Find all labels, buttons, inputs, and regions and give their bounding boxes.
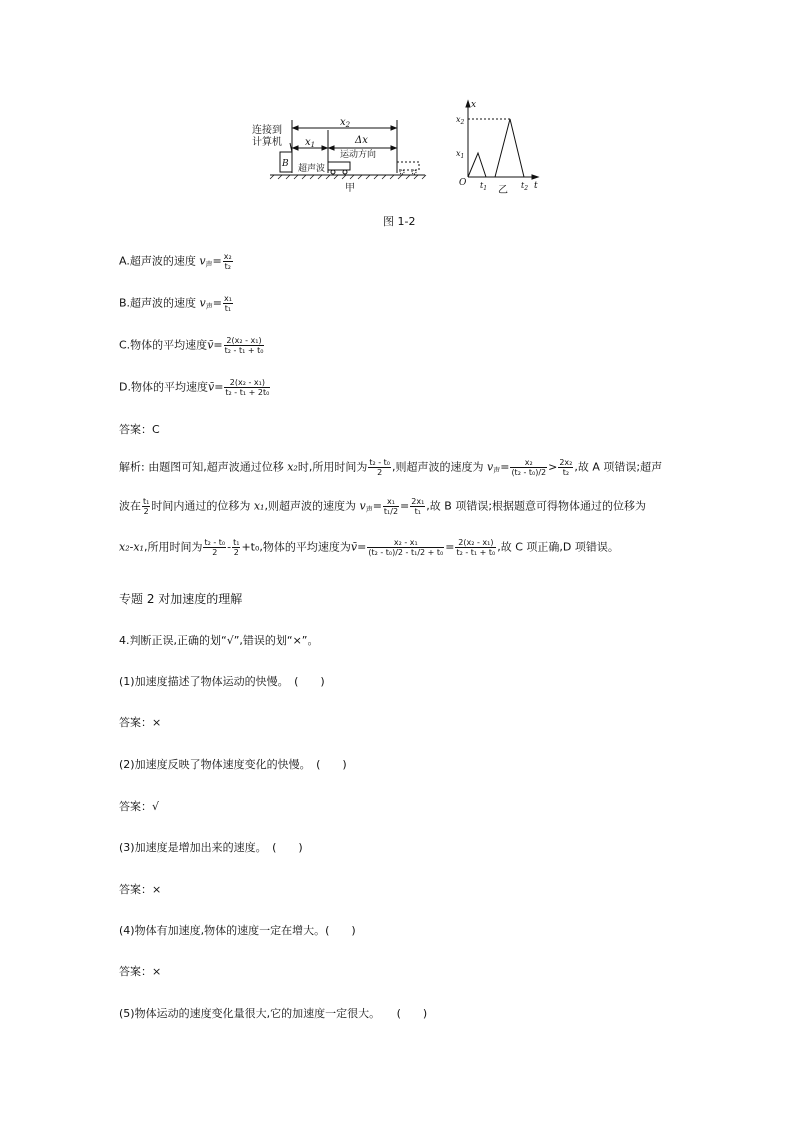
xt-graph <box>456 100 538 196</box>
option-a: A.超声波的速度 $v_声=$ $\frac{\text{x₂}}{\text{t₂}}$ <box>119 252 232 271</box>
item-4-answer: 答案：× <box>119 965 162 978</box>
svg-text:x1: $x_1$ <box>305 137 316 149</box>
svg-text:运动方向: 运动方向 <box>340 150 377 160</box>
item-5-question: (5)物体运动的速度变化量很大,它的加速度一定很大。 ( ) <box>119 1007 428 1020</box>
apparatus-diagram <box>252 117 426 194</box>
analysis-line-1: 解析: 由题图可知,超声波通过位移 x₂时,所用时间为 $\frac{\text{t₂ - t₀}}{2}$ ,则超声波的速度为 $v_声=$ $\frac{\text{x₂}}{\text{(t₂ - t₀)/2}}$ > $\frac{\text{2x₂}}{\text{t₂}}$ ,故 A 项错误;超声 <box>119 458 663 477</box>
item-2-answer: 答案：√ <box>119 800 160 813</box>
svg-text:x2: $x_2$ <box>456 115 465 126</box>
item-2-question: (2)加速度反映了物体速度变化的快慢。 ( ) <box>119 758 347 771</box>
connect-label-1: 连接到 <box>252 125 282 136</box>
caption-yi: 乙 <box>498 185 508 196</box>
label-b: B <box>282 159 289 169</box>
item-1-question: (1)加速度描述了物体运动的快慢。 ( ) <box>119 675 325 688</box>
svg-text:x2: $x_2$ <box>340 117 351 129</box>
option-b: B.超声波的速度 $v_声=$ $\frac{\text{x₁}}{\text{t₁}}$ <box>119 294 232 313</box>
item-3-answer: 答案：× <box>119 883 162 896</box>
svg-text:超声波: 超声波 <box>298 164 326 174</box>
item-4-question: (4)物体有加速度,物体的速度一定在增大。( ) <box>119 924 356 937</box>
svg-text:t: t <box>534 181 538 191</box>
question-4: 4.判断正误,正确的划“√”,错误的划“×”。 <box>119 634 319 647</box>
section-2-title: 专题 2 对加速度的理解 <box>119 592 243 606</box>
svg-text:Δx: Δx <box>355 135 368 146</box>
analysis-line-2: 波在 $\frac{\text{t₁}}{2}$ 时间内通过的位移为 x₁,则超声波的速度为 $v_声=$ $\frac{\text{x₁}}{\text{t₁/2}}$ = $\frac{\text{2x₁}}{\text{t₁}}$ ,故 B 项错误;根据题意可得物体通过的位移为 <box>119 497 647 516</box>
item-3-question: (3)加速度是增加出来的速度。 ( ) <box>119 841 303 854</box>
option-d: D.物体的平均速度v̄= $\frac{\text{2(x₂ - x₁)}}{\text{t₂ - t₁ + 2t₀}}$ <box>119 378 270 397</box>
connect-label-2: 计算机 <box>252 137 282 148</box>
svg-text:x1: $x_1$ <box>456 149 465 160</box>
option-c: C.物体的平均速度v̄= $\frac{\text{2(x₂ - x₁)}}{\text{t₂ - t₁ + t₀}}$ <box>119 336 264 355</box>
figure-1-2 <box>240 95 560 200</box>
analysis-line-3: x₂-x₁,所用时间为 $\frac{\text{t₂ - t₀}}{2}$ - $\frac{\text{t₁}}{2}$ +t₀,物体的平均速度为v̄= $\frac{\text{x₂ - x₁}}{\text{(t₂ - t₀)/2 - t₁/2 + t₀}}$ = $\frac{\text{2(x₂ - x₁)}}{\text{t₂ - t₁ + t₀}}$ ,故 C 项正确,D 项错误。 <box>119 538 619 557</box>
figure-caption: 图 1-2 <box>383 215 416 228</box>
item-1-answer: 答案：× <box>119 716 162 729</box>
answer-1: 答案：C <box>119 423 160 436</box>
svg-text:t2: $t_2$ <box>521 181 529 192</box>
svg-text:x: x <box>471 100 477 110</box>
caption-jia: 甲 <box>345 183 355 194</box>
svg-text:t1: $t_1$ <box>480 181 488 192</box>
svg-text:O: O <box>459 178 467 188</box>
